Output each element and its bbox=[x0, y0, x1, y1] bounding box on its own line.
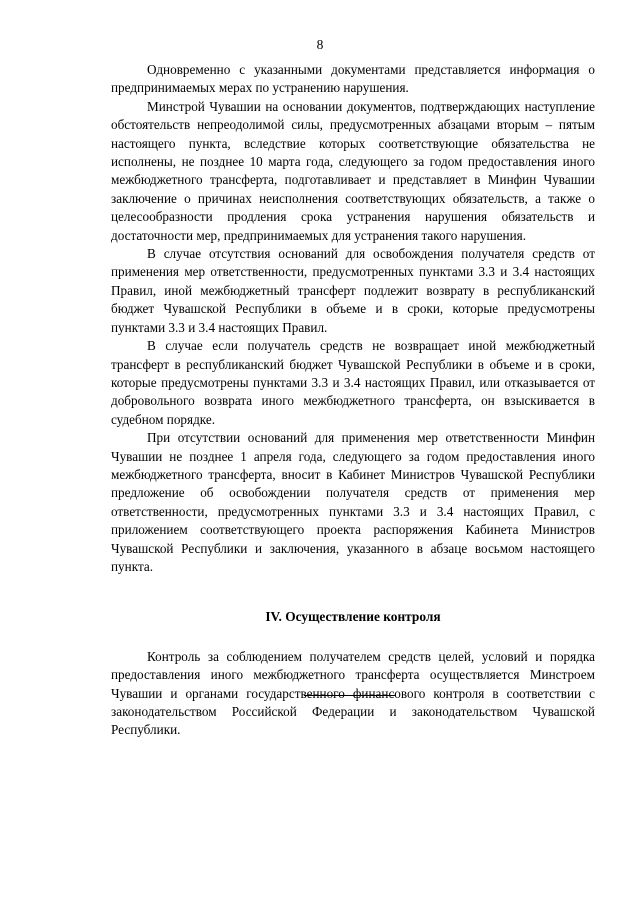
paragraph-control: Контроль за соблюдением получателем средств целей, условий и порядка предоставления иного межбюджетного трансферта осуществляется Минстроем Чувашии и органами государственного финансового контроля в соответствии с законодательством Российской Федерации и законодательством Чувашской Республики. bbox=[111, 648, 595, 738]
section-title: IV. Осуществление контроля bbox=[265, 609, 441, 625]
paragraph-info-on-measures: Одновременно с указанными документами представляется информация о предпринимаемых мерах по устранению нарушения. bbox=[111, 62, 595, 96]
paragraph-force-majeure-conclusion: Минстрой Чувашии на основании документов, подтверждающих наступление обстоятельств непреодолимой силы, предусмотренных абзацами вторым – пятым настоящего пункта, вследствие которых соответствующие обязательства не исполнены, не позднее 10 марта года, следующего за годом предоставления иного межбюджетного трансферта, подготавливает и представляет в Минфин Чувашии заключение о причинах неисполнения соответствующих обязательств, а также о целесообразности продления срока устранения нарушения обязательств и достаточности мер, предпринимаемых для устранения такого нарушения. bbox=[111, 98, 595, 243]
document-body bbox=[111, 61, 595, 740]
paragraph-exemption-proposal: При отсутствии оснований для применения мер ответственности Минфин Чувашии не позднее 1 апреля года, следующего за годом предоставления иного межбюджетного трансферта, вносит в Кабинет Министров Чувашской Республики предложение об освобождении получателя средств от применения мер ответственности, предусмотренных пунктами 3.3 и 3.4 настоящих Правил, с приложением соответствующего проекта распоряжения Кабинета Министров Чувашской Республики и заключения, указанного в абзаце восьмом настоящего пункта. bbox=[111, 430, 595, 574]
paragraph-refund-obligation: В случае отсутствия оснований для освобождения получателя средств от применения мер ответственности, предусмотренных пунктами 3.3 и 3.4 настоящих Правил, иной межбюджетный трансферт подлежит возврату в республиканский бюджет Чувашской Республики в объеме и в сроки, которые предусмотрены пунктами 3.3 и 3.4 настоящих Правил. bbox=[111, 246, 595, 335]
page-number: 8 bbox=[316, 37, 324, 52]
paragraph-court-recovery: В случае если получатель средств не возвращает иной межбюджетный трансферт в республиканский бюджет Чувашской Республики в объеме и в сроки, которые предусмотрены пунктами 3.3 и 3.4 настоящих Правил, или отказывается от добровольного возврата иного межбюджетного трансферта, он взыскивается в судебном порядке. bbox=[111, 338, 595, 427]
end-divider-line bbox=[304, 695, 396, 696]
